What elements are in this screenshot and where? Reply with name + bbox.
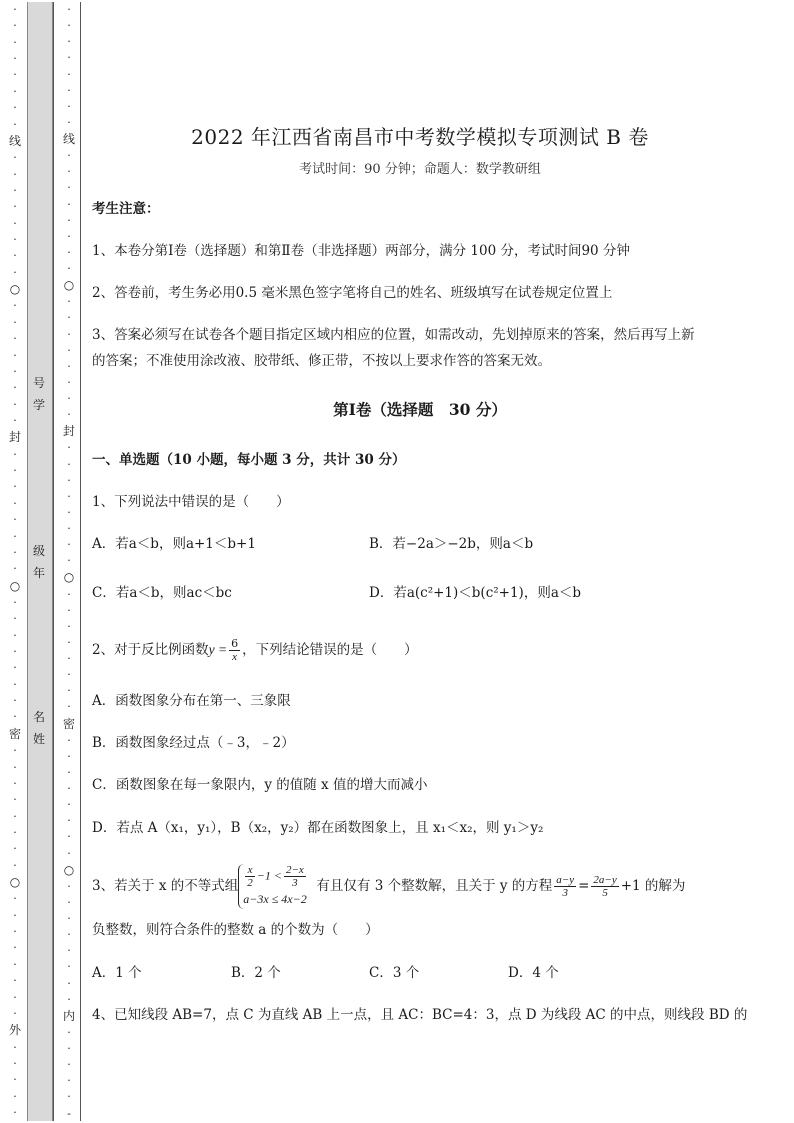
- outer-binding-dot: ·: [13, 1089, 17, 1103]
- inner-binding-dot: ·: [67, 165, 71, 179]
- outer-binding-dot: ·: [13, 776, 17, 790]
- inner-binding-dot: ·: [67, 441, 71, 455]
- label-xing: 姓: [32, 732, 45, 746]
- inner-binding-dot: ·: [67, 213, 71, 227]
- inner-binding-dash: -: [67, 1106, 71, 1120]
- inner-binding-dot: ·: [67, 149, 71, 163]
- inner-binding-dot: ·: [67, 765, 71, 779]
- outer-binding-dot: ·: [13, 1006, 17, 1020]
- notice-heading: 考生注意：: [92, 201, 160, 217]
- inner-binding-dot: ·: [67, 408, 71, 422]
- q3-eq-left-den: 3: [562, 887, 568, 899]
- notice-item-1: 1、本卷分第Ⅰ卷（选择题）和第Ⅱ卷（非选择题）两部分，满分 100 分，考试时间90 分钟: [92, 243, 630, 259]
- inner-binding-dot: ·: [67, 554, 71, 568]
- inner-binding-dot: ·: [67, 99, 71, 113]
- label-ji: 级: [32, 544, 45, 558]
- outer-binding-dot: ·: [13, 793, 17, 807]
- outer-binding-mark: 密: [8, 726, 21, 741]
- outer-binding-dot: ·: [13, 1106, 17, 1120]
- outer-binding-dot: ·: [13, 908, 17, 922]
- outer-binding-dot: ·: [13, 413, 17, 427]
- page-title: 2022 年江西省南昌市中考数学模拟专项测试 B 卷: [191, 125, 649, 149]
- outer-binding-dot: ·: [13, 1040, 17, 1054]
- label-hao: 号: [32, 376, 45, 390]
- outer-binding-dot: ·: [13, 117, 17, 131]
- outer-binding-dot: ·: [13, 381, 17, 395]
- outer-binding-mark: 线: [8, 133, 21, 148]
- inner-binding-dot: ·: [67, 749, 71, 763]
- inner-binding-dot: ·: [67, 700, 71, 714]
- inner-binding-dot: ·: [67, 1090, 71, 1104]
- label-nian: 年: [32, 566, 45, 580]
- outer-binding-dot: ·: [13, 628, 17, 642]
- outer-binding-dot: ·: [13, 52, 17, 66]
- q2-option-b: B．函数图象经过点（﹣3，﹣2）: [92, 735, 295, 751]
- q3-frac-2x3-den: 3: [292, 877, 298, 889]
- q2-stem-post: ，下列结论错误的是（ ）: [242, 642, 418, 658]
- outer-binding-dot: ·: [13, 612, 17, 626]
- inner-binding-dot: ·: [67, 262, 71, 275]
- outer-binding-mark: ○: [9, 875, 21, 890]
- inner-binding-dot: ·: [67, 3, 71, 16]
- outer-binding-dot: ·: [13, 249, 17, 263]
- inner-binding-dot: ·: [67, 1074, 71, 1088]
- q3-inequality-system: [238, 864, 308, 909]
- inner-binding-dot: ·: [67, 327, 71, 341]
- outer-binding-dot: ·: [13, 348, 17, 362]
- q2-func-den: x: [232, 651, 238, 663]
- outer-binding-dot: ·: [13, 397, 17, 411]
- inner-binding-dot: ·: [67, 830, 71, 844]
- outer-binding-mark: ○: [9, 578, 21, 593]
- q3-stem: [92, 858, 748, 914]
- outer-binding-dot: ·: [13, 299, 17, 313]
- label-ming: 名: [32, 710, 45, 724]
- outer-binding-dot: ·: [13, 990, 17, 1004]
- inner-binding-mark: 线: [62, 132, 75, 146]
- outer-binding-dot: ·: [13, 216, 17, 230]
- inner-binding-dot: ·: [67, 846, 71, 860]
- q3-option-c: C．3 个: [369, 965, 420, 981]
- q3-frac-2x3: [284, 864, 306, 889]
- outer-binding-mark: 封: [8, 430, 21, 445]
- inner-binding-mark: ○: [63, 570, 75, 585]
- outer-binding-dot: ·: [13, 101, 17, 115]
- outer-binding-dot: ·: [13, 925, 17, 939]
- outer-binding-dot: ·: [13, 265, 17, 279]
- outer-binding-dot: ·: [13, 974, 17, 988]
- inner-binding-dot: ·: [67, 798, 71, 812]
- outer-binding-dot: ·: [13, 35, 17, 49]
- inner-binding-dot: ·: [67, 522, 71, 535]
- q2-stem-pre: 2、对于反比例函数: [92, 642, 209, 658]
- q3-option-b: B．2 个: [231, 965, 281, 981]
- inner-binding-dot: ·: [67, 197, 71, 211]
- q1-stem: 1、下列说法中错误的是（ ）: [92, 494, 290, 510]
- q3-sys-row2: a−3x ≤ 4x−2: [243, 892, 307, 906]
- outer-binding-dot: ·: [13, 677, 17, 691]
- inner-binding-mark: ○: [63, 862, 75, 877]
- q1-option-d: D．若a(c²+1)＜b(c²+1)，则a＜b: [369, 585, 582, 601]
- outer-binding-dot: ·: [13, 332, 17, 346]
- outer-binding-dot: ·: [13, 447, 17, 461]
- outer-binding-dot: ·: [13, 595, 17, 609]
- outer-binding-dot: ·: [13, 84, 17, 98]
- inner-binding-dot: ·: [67, 311, 71, 325]
- outer-binding-dot: ·: [13, 19, 17, 33]
- q3-sys-row1-mid: −1 <: [256, 868, 282, 883]
- inner-binding-dot: ·: [67, 635, 71, 649]
- inner-binding-dot: ·: [67, 684, 71, 698]
- inner-binding-dot: ·: [67, 229, 71, 243]
- q3-frac-x2-num: x: [245, 864, 255, 877]
- outer-binding-dot: ·: [13, 562, 17, 576]
- inner-binding-dot: ·: [67, 944, 71, 958]
- q3-eq-right-num: 2a−y: [593, 874, 617, 886]
- q1-option-a: A．若a＜b，则a+1＜b+1: [92, 536, 256, 552]
- q4-stem: 4、已知线段 AB=7，点 C 为直线 AB 上一点，且 AC：BC=4：3，点 D 为线段 AC 的中点，则线段 BD 的: [92, 1007, 748, 1023]
- outer-binding-dot: ·: [13, 941, 17, 955]
- q3-option-a: A．1 个: [92, 965, 142, 981]
- q3-frac-2x3-num: 2−x: [286, 864, 304, 876]
- outer-binding-dot: ·: [13, 200, 17, 214]
- q3-eq-tail: +1 的解为: [620, 878, 686, 894]
- q3-eq-left-num: a−y: [556, 874, 575, 886]
- q3-option-d: D．4 个: [508, 965, 559, 981]
- q1-option-b: B．若−2a＞−2b，则a＜b: [369, 536, 534, 552]
- inner-binding-dot: ·: [67, 587, 71, 601]
- outer-binding-dot: ·: [13, 315, 17, 329]
- outer-binding-dot: ·: [13, 513, 17, 527]
- inner-binding-mark: 内: [62, 1008, 75, 1023]
- part-title: 一、单选题（10 小题，每小题 3 分，共计 30 分）: [92, 452, 406, 468]
- outer-binding-dot: ·: [13, 809, 17, 823]
- outer-binding-dot: ·: [13, 151, 17, 165]
- outer-binding-dot: ·: [13, 892, 17, 906]
- label-xue: 学: [32, 398, 45, 412]
- outer-binding-dot: ·: [13, 760, 17, 774]
- outer-binding-mark: 外: [8, 1023, 21, 1038]
- q2-func-fraction: [229, 638, 240, 663]
- outer-binding-dot: ·: [13, 233, 17, 247]
- inner-binding-mark: 密: [62, 716, 75, 731]
- outer-binding-dot: ·: [13, 957, 17, 971]
- section-title: 第Ⅰ卷（选择题 30 分）: [333, 400, 507, 419]
- q2-stem: [92, 637, 748, 663]
- inner-binding-dot: ·: [67, 473, 71, 487]
- outer-binding-dot: ·: [13, 694, 17, 708]
- outer-binding-dot: ·: [13, 480, 17, 494]
- outer-binding-dot: ·: [13, 858, 17, 872]
- q3-eq-right-den: 5: [602, 887, 608, 899]
- inner-binding-dot: ·: [67, 457, 71, 471]
- outer-binding-dot: ·: [13, 842, 17, 856]
- inner-binding-dot: ·: [67, 375, 71, 389]
- notice-item-3-cont: 的答案；不准使用涂改液、胶带纸、修正带，不按以上要求作答的答案无效。: [92, 353, 551, 369]
- inner-binding-dot: ·: [67, 67, 71, 81]
- inner-binding-dot: ·: [67, 538, 71, 552]
- outer-binding-dot: ·: [13, 744, 17, 758]
- inner-binding-dot: ·: [67, 35, 71, 49]
- binding-strip: [27, 2, 53, 1121]
- inner-binding-dot: ·: [67, 976, 71, 990]
- q2-option-c: C．函数图象在每一象限内，y 的值随 x 值的增大而减小: [92, 777, 428, 793]
- q3-stem-pre: 3、若关于 x 的不等式组: [92, 878, 239, 894]
- inner-binding-dot: ·: [67, 51, 71, 65]
- outer-binding-dot: ·: [13, 661, 17, 675]
- inner-binding-dot: ·: [67, 912, 71, 925]
- inner-binding-dot: ·: [67, 83, 71, 97]
- q3-frac-x2-den: 2: [247, 877, 253, 889]
- inner-binding-dot: ·: [67, 359, 71, 373]
- inner-binding-dot: ·: [67, 668, 71, 682]
- q2-func-num: 6: [231, 637, 239, 650]
- inner-binding-mark: 封: [62, 424, 75, 439]
- q3-stem-mid: 有且仅有 3 个整数解，且关于 y 的方程: [316, 878, 553, 894]
- notice-item-3: 3、答案必须写在试卷各个题目指定区域内相应的位置，如需改动，先划掉原来的答案，然后再写上新: [92, 327, 695, 343]
- inner-binding-dot: ·: [67, 928, 71, 942]
- q3-eq-sign: =: [578, 878, 590, 894]
- outer-binding-dot: ·: [13, 68, 17, 82]
- q3-sys-row1: [243, 864, 308, 889]
- q2-func-lhs: y =: [208, 642, 228, 657]
- q2-option-d: D．若点 A（x₁，y₁），B（x₂，y₂）都在函数图象上，且 x₁＜x₂，则 y₁＞y₂: [92, 820, 544, 836]
- inner-binding-dot: ·: [67, 960, 71, 974]
- inner-binding-column: [62, 4, 76, 1119]
- outer-binding-dot: ·: [13, 1057, 17, 1070]
- q3-eq-right: [591, 874, 618, 899]
- q3-eq-left: [554, 874, 576, 899]
- outer-binding-dot: ·: [13, 545, 17, 559]
- outer-binding-dot: ·: [13, 183, 17, 197]
- outer-binding-dot: ·: [13, 529, 17, 543]
- outer-binding-dot: ·: [13, 710, 17, 724]
- inner-binding-dot: ·: [67, 115, 71, 129]
- inner-binding-dot: ·: [67, 1042, 71, 1055]
- q3-stem-line2: 负整数，则符合条件的整数 a 的个数为（ ）: [92, 922, 379, 938]
- inner-binding-dot: ·: [67, 343, 71, 357]
- inner-binding-dot: ·: [67, 181, 71, 195]
- outer-binding-mark: ○: [9, 282, 21, 297]
- outer-binding-dot: ·: [13, 645, 17, 659]
- inner-binding-dot: ·: [67, 814, 71, 828]
- inner-binding-dot: ·: [67, 19, 71, 33]
- outer-binding-dot: ·: [13, 364, 17, 378]
- inner-binding-dot: ·: [67, 1058, 71, 1072]
- outer-binding-dot: ·: [13, 825, 17, 839]
- inner-binding-dot: ·: [67, 992, 71, 1006]
- inner-binding-dot: ·: [67, 619, 71, 633]
- inner-binding-dot: ·: [67, 895, 71, 909]
- inner-binding-dot: ·: [67, 603, 71, 617]
- outer-binding-column: [8, 4, 22, 1119]
- page-subtitle: 考试时间：90 分钟；命题人：数学教研组: [299, 162, 541, 177]
- inner-binding-dot: ·: [67, 392, 71, 405]
- outer-binding-dot: ·: [13, 496, 17, 510]
- inner-binding-dot: ·: [67, 733, 71, 747]
- inner-binding-dot: ·: [67, 652, 71, 665]
- inner-binding-dot: ·: [67, 295, 71, 309]
- inner-binding-dot: ·: [67, 782, 71, 795]
- inner-binding-dot: ·: [67, 1025, 71, 1039]
- outer-binding-dot: ·: [13, 3, 17, 16]
- inner-binding-mark: ○: [63, 278, 75, 293]
- outer-binding-dot: ·: [13, 167, 17, 181]
- inner-binding-dot: ·: [67, 505, 71, 519]
- notice-item-2: 2、答卷前，考生务必用0.5 毫米黑色签字笔将自己的姓名、班级填写在试卷规定位置上: [92, 285, 613, 301]
- inner-binding-dot: ·: [67, 489, 71, 503]
- q3-frac-x2: [245, 864, 255, 889]
- q1-option-c: C．若a＜b，则ac＜bc: [92, 585, 232, 601]
- outer-binding-dot: ·: [13, 464, 17, 478]
- q2-option-a: A．函数图象分布在第一、三象限: [92, 693, 291, 709]
- outer-binding-dot: ·: [13, 1073, 17, 1087]
- inner-binding-dot: ·: [67, 245, 71, 259]
- inner-binding-dot: ·: [67, 879, 71, 893]
